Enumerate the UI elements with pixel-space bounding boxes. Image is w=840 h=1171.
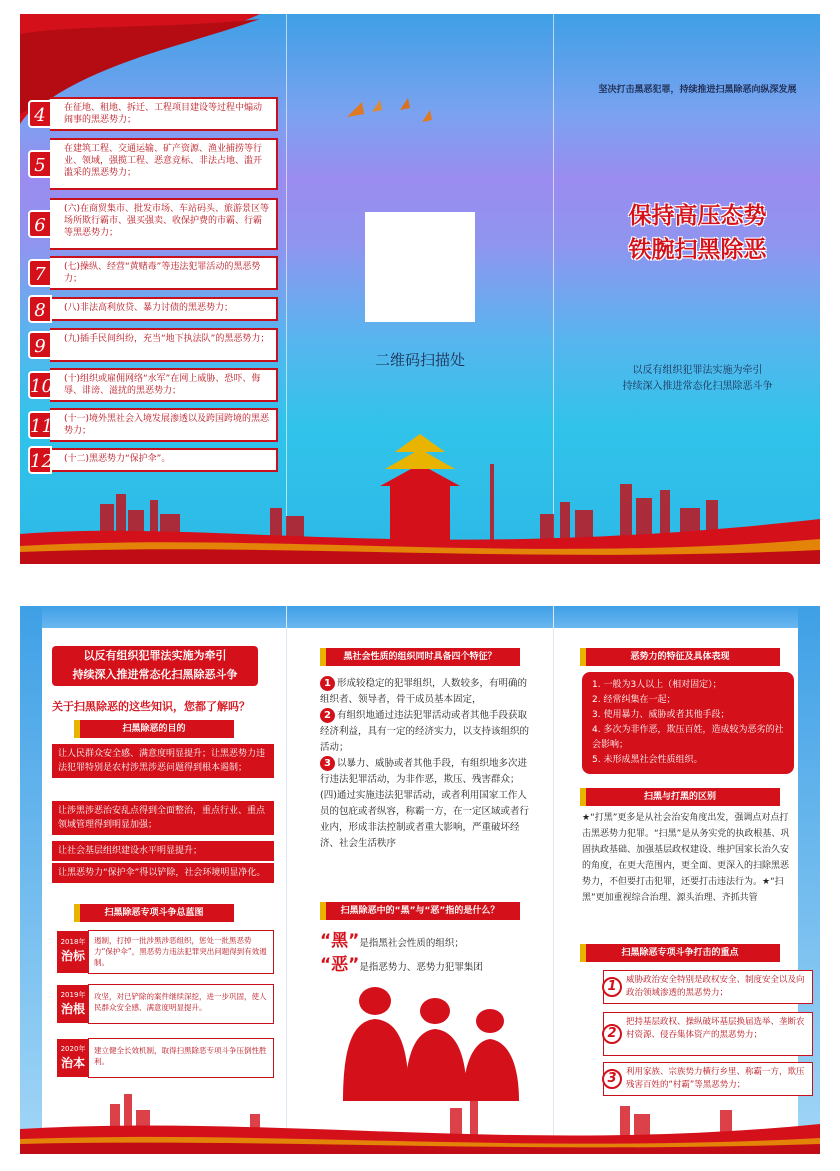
cover-subtitle xyxy=(575,363,820,395)
feature-text: 形成较稳定的犯罪组织，人数较多，有明确的组织者、领导者，骨干成员基本固定， xyxy=(320,678,528,705)
bottom-skyline-illustration xyxy=(20,1084,820,1154)
item-text: 在建筑工程、交通运输、矿产资源、渔业捕捞等行业、领域，强揽工程、恶意竞标、非法占地、滥开滥采的黑恶势力； xyxy=(64,144,263,178)
qr-code-placeholder xyxy=(365,212,475,322)
phase-year: 2018年 xyxy=(60,938,86,946)
feature-number: 3 xyxy=(320,756,335,771)
key-target-text: 把持基层政权、操纵破坏基层换届选举、垄断农村资源、侵吞集体资产的黑恶势力； xyxy=(626,1017,805,1040)
hei-text: 是指黑社会性质的组织； xyxy=(359,938,464,949)
evil-feature-item: 4. 多次为非作恶，欺压百姓，造成较为恶劣的社会影响； xyxy=(592,725,784,750)
top-band xyxy=(20,606,820,628)
target-item-10 xyxy=(30,368,278,402)
feature-section-title: 黑社会性质的组织同时具备四个特征？ xyxy=(320,648,520,666)
evil-feature-item: 3. 使用暴力、威胁或者其他手段； xyxy=(592,710,730,720)
feature-text: 以暴力、威胁或者其他手段，有组织地多次进行违法犯罪活动，为非作恶，欺压、残害群众；(四)通过实施违法犯罪活动，或者利用国家工作人员的包庇或者纵容，称霸一方，在一定区域或者行业内，形成非法控制或者重大影响，严重破坏经济、社会生活秩序 xyxy=(320,758,530,849)
phase-year: 2019年 xyxy=(60,991,86,999)
feature-item xyxy=(320,708,530,756)
intro-banner-line-2: 持续深入推进常态化扫黑除恶斗争 xyxy=(72,668,238,681)
key-target-number: 3 xyxy=(602,1069,622,1089)
item-text: (十)组织或雇佣网络“水军”在网上威胁、恐吓、侮辱、诽谤、滋扰的黑恶势力； xyxy=(64,374,261,396)
difference-text: ★“打黑”更多是从社会治安角度出发，强调点对点打击黑恶势力犯罪。“扫黑”是从务实党的执政根基、巩固执政基础、加强基层政权建设、维护国家长治久安的角度，在更大范围内，更全面、更深入的扫除黑恶势力，不但要打击犯罪，还要打击违法行为。★“扫黑”更加重视综合治理、源头治理、齐抓共管 xyxy=(582,813,790,903)
purpose-item: 让人民群众安全感、满意度明显提升；让黑恶势力违法犯罪特别是农村涉黑涉恶问题得到根本遏制； xyxy=(52,744,274,778)
overview-section-title: 扫黑除恶专项斗争总蓝图 xyxy=(74,904,234,922)
feature-text: 有组织地通过违法犯罪活动或者其他手段获取经济利益，具有一定的经济实力，以支持该组织的活动； xyxy=(320,710,530,753)
difference-section-title: 扫黑与打黑的区别 xyxy=(580,788,780,806)
purpose-item: 让黑恶势力“保护伞”得以铲除，社会环境明显净化。 xyxy=(52,863,274,883)
cover-subtitle-line-2: 持续深入推进常态化扫黑除恶斗争 xyxy=(622,381,773,392)
item-number: 8 xyxy=(28,295,52,323)
purpose-section-title: 扫黑除恶的目的 xyxy=(74,720,234,738)
brochure-inner-side xyxy=(20,606,820,1154)
phase-2019 xyxy=(60,984,274,1024)
item-text: (十一)境外黑社会入境发展渗透以及跨国跨境的黑恶势力； xyxy=(64,414,270,436)
e-definition xyxy=(320,950,530,975)
feature-item xyxy=(320,676,530,708)
target-item-4 xyxy=(34,97,278,131)
knowledge-question: 关于扫黑除恶的这些知识，您都了解吗？ xyxy=(52,700,250,713)
left-band xyxy=(20,606,42,1154)
phase-year-badge xyxy=(57,1039,89,1077)
evil-features-box xyxy=(582,672,794,774)
phase-name: 治本 xyxy=(60,1056,85,1070)
key-target-item xyxy=(603,970,813,1004)
hei-character: “黑” xyxy=(320,931,360,951)
item-number: 6 xyxy=(28,210,52,238)
key-target-text: 威胁政治安全特别是政权安全、制度安全以及向政治领域渗透的黑恶势力； xyxy=(626,975,805,998)
item-text: (六)在商贸集市、批发市场、车站码头、旅游景区等场所欺行霸市、强买强卖、收保护费的市霸、行霸等黑恶势力； xyxy=(64,204,270,238)
phase-year-badge xyxy=(57,985,89,1023)
item-number: 7 xyxy=(28,259,52,287)
item-number: 11 xyxy=(28,411,52,439)
feature-item xyxy=(320,756,530,852)
item-number: 4 xyxy=(28,100,52,128)
brochure-outer-side xyxy=(20,14,820,564)
phase-name: 治根 xyxy=(60,1002,85,1016)
item-text: (七)操纵、经营“黄赌毒”等违法犯罪活动的黑恶势力； xyxy=(64,262,261,284)
item-number: 5 xyxy=(28,150,52,178)
item-text: 在征地、租地、拆迁、工程项目建设等过程中煽动闹事的黑恶势力； xyxy=(64,103,263,125)
evil-feature-item: 2. 经常纠集在一起； xyxy=(592,695,676,705)
evil-feature-item: 5. 未形成黑社会性质组织。 xyxy=(592,755,703,765)
feature-number: 2 xyxy=(320,708,335,723)
cover-title-line-1: 保持高压态势 xyxy=(628,202,767,229)
item-text: (九)插手民间纠纷，充当“地下执法队”的黑恶势力； xyxy=(64,334,270,344)
target-item-5 xyxy=(34,138,278,190)
feature-number: 1 xyxy=(320,676,335,691)
police-silhouette-illustration xyxy=(325,981,525,1101)
key-target-number: 1 xyxy=(602,977,622,997)
item-number: 12 xyxy=(28,446,52,474)
purpose-item: 让社会基层组织建设水平明显提升； xyxy=(52,841,274,861)
phase-name: 治标 xyxy=(60,949,85,963)
evil-section-title: 恶势力的特征及具体表现 xyxy=(580,648,780,666)
doves-illustration xyxy=(342,92,442,142)
target-item-8 xyxy=(34,297,278,321)
cover-subtitle-line-1: 以反有组织犯罪法实施为牵引 xyxy=(632,365,763,376)
cover-slogan: 坚决打击黑恶犯罪，持续推进扫黑除恶向纵深发展 xyxy=(598,85,797,95)
purpose-item: 让涉黑涉恶治安乱点得到全面整治，重点行业、重点领域管理得到明显加强； xyxy=(52,801,274,835)
phase-text: 攻坚，对已铲除的案件继续深挖，进一步巩固，使人民群众安全感、满意度明显提升。 xyxy=(94,992,267,1012)
phase-year-badge xyxy=(57,931,89,973)
evil-feature-item: 1. 一般为3人以上（相对固定）； xyxy=(592,680,722,690)
phase-2018 xyxy=(60,930,274,974)
cover-title xyxy=(575,199,820,267)
key-target-text: 利用家族、宗族势力横行乡里、称霸一方，欺压残害百姓的“村霸”等黑恶势力； xyxy=(626,1067,805,1090)
fold-line xyxy=(286,606,287,1154)
qr-label: 二维码扫描处 xyxy=(374,351,465,369)
cover-title-line-2: 铁腕扫黑除恶 xyxy=(628,236,767,263)
phase-text: 遏制，打掉一批涉黑涉恶组织，惩处一批黑恶势力“保护伞”，黑恶势力违法犯罪突出问题得到有效遏制。 xyxy=(94,936,267,967)
hei-definition xyxy=(320,926,530,951)
fold-line xyxy=(553,606,554,1154)
target-item-6 xyxy=(34,198,278,250)
e-character: “恶” xyxy=(320,955,360,975)
target-item-7 xyxy=(34,256,278,290)
target-item-9 xyxy=(34,328,278,362)
e-text: 是指恶势力、恶势力犯罪集团 xyxy=(359,962,483,973)
phase-2020 xyxy=(60,1038,274,1078)
key-target-number: 2 xyxy=(602,1024,622,1044)
features-list xyxy=(320,676,530,852)
hei-e-section-title: 扫黑除恶中的“黑”与“恶”指的是什么？ xyxy=(320,902,520,920)
city-skyline-illustration xyxy=(20,424,820,564)
item-text: (十二)黑恶势力“保护伞”。 xyxy=(64,454,171,464)
intro-banner-line-1: 以反有组织犯罪法实施为牵引 xyxy=(83,649,227,662)
item-number: 10 xyxy=(28,371,52,399)
key-targets-section-title: 扫黑除恶专项斗争打击的重点 xyxy=(580,944,780,962)
intro-banner xyxy=(52,646,258,686)
key-target-item xyxy=(603,1012,813,1056)
item-text: (八)非法高利放贷、暴力讨债的黑恶势力； xyxy=(64,303,234,313)
phase-year: 2020年 xyxy=(60,1045,86,1053)
item-number: 9 xyxy=(28,331,52,359)
phase-text: 建立健全长效机制，取得扫黑除恶专项斗争压倒性胜利。 xyxy=(94,1046,267,1066)
